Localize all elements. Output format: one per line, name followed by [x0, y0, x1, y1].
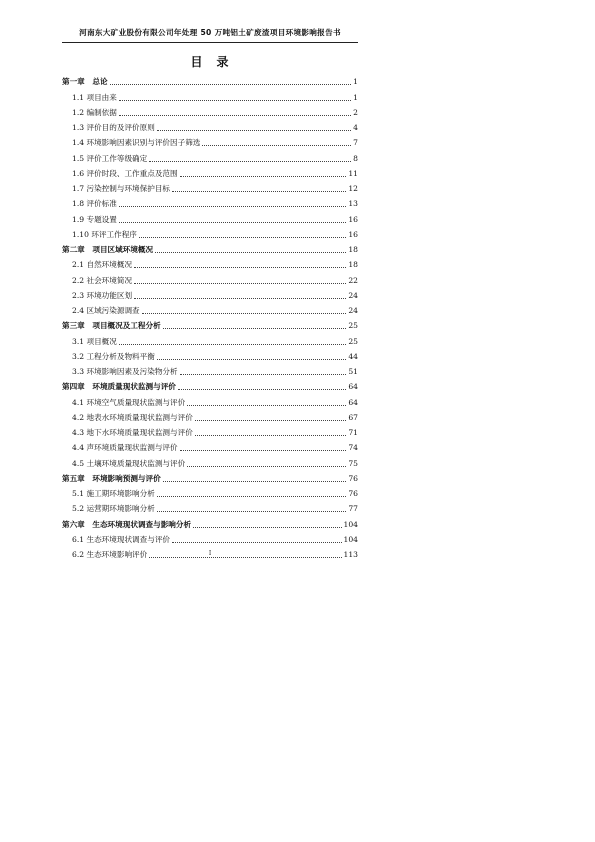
toc-dot-leader — [172, 191, 346, 192]
toc-entry-page-number: 16 — [348, 229, 358, 239]
toc-dot-leader — [195, 420, 347, 421]
toc-dot-leader — [119, 115, 351, 116]
toc-section-entry[interactable] — [62, 438, 358, 453]
toc-entry-page-number: 24 — [348, 290, 358, 300]
toc-entry-label: 3.3 环境影响因素及污染物分析 — [72, 367, 178, 376]
toc-entry-page-number: 18 — [348, 260, 358, 270]
toc-entry-page-number: 4 — [353, 123, 358, 132]
toc-section-entry[interactable] — [62, 118, 358, 133]
toc-entry-label: 2.1 自然环境概况 — [72, 260, 133, 270]
toc-chapter-entry[interactable] — [62, 377, 358, 392]
toc-entry-page-number: 76 — [348, 489, 358, 498]
toc-dot-leader — [119, 344, 346, 345]
toc-entry-page-number: 76 — [348, 473, 358, 483]
toc-dot-leader — [139, 237, 346, 238]
toc-entry-label: 5.1 施工期环境影响分析 — [72, 489, 155, 498]
toc-dot-leader — [134, 283, 346, 284]
toc-entry-label: 1.8 评价标准 — [72, 199, 117, 209]
toc-section-entry[interactable] — [62, 286, 358, 301]
toc-dot-leader — [178, 389, 346, 390]
toc-entry-page-number: 74 — [348, 443, 358, 453]
toc-entry-label: 3.2 工程分析及物料平衡 — [72, 351, 155, 361]
page-number: I — [208, 550, 212, 557]
toc-entry-page-number: 113 — [343, 550, 358, 559]
toc-entry-page-number: 44 — [348, 351, 358, 361]
toc-dot-leader — [142, 313, 347, 314]
toc-entry-label: 1.1 项目由来 — [72, 92, 117, 102]
toc-entry-label: 2.3 环境功能区划 — [72, 290, 133, 300]
toc-entry-page-number: 25 — [348, 321, 358, 331]
toc-dot-leader — [195, 435, 347, 436]
toc-chapter-entry[interactable] — [62, 316, 358, 331]
toc-dot-leader — [187, 466, 346, 467]
toc-dot-leader — [202, 145, 351, 146]
toc-chapter-entry[interactable] — [62, 72, 358, 87]
toc-dot-leader — [134, 298, 346, 299]
toc-dot-leader — [180, 176, 347, 177]
toc-section-entry[interactable] — [62, 362, 358, 377]
toc-entry-page-number: 11 — [348, 168, 358, 178]
toc-section-entry[interactable] — [62, 331, 358, 346]
toc-entry-label: 2.4 区域污染源调查 — [72, 306, 140, 315]
toc-dot-leader — [119, 206, 346, 207]
toc-entry-page-number: 1 — [353, 77, 358, 87]
toc-section-entry[interactable] — [62, 164, 358, 179]
toc-entry-page-number: 104 — [343, 519, 358, 529]
toc-entry-page-number: 51 — [348, 367, 358, 376]
toc-entry-page-number: 75 — [348, 458, 358, 468]
toc-dot-leader — [157, 511, 346, 512]
toc-entry-label: 6.2 生态环境影响评价 — [72, 550, 148, 559]
toc-section-entry[interactable] — [62, 209, 358, 224]
toc-chapter-entry[interactable] — [62, 240, 358, 255]
toc-section-entry[interactable] — [62, 255, 358, 270]
toc-section-entry[interactable] — [62, 347, 358, 362]
toc-entry-label: 4.2 地表水环境质量现状监测与评价 — [72, 412, 193, 422]
toc-dot-leader — [149, 557, 341, 558]
toc-chapter-entry[interactable] — [62, 469, 358, 484]
toc-entry-label: 4.4 声环境质量现状监测与评价 — [72, 443, 178, 453]
toc-section-entry[interactable] — [62, 408, 358, 423]
toc-section-entry[interactable] — [62, 270, 358, 285]
toc-section-entry[interactable] — [62, 423, 358, 438]
toc-dot-leader — [149, 161, 351, 162]
toc-entry-label: 1.5 评价工作等级确定 — [72, 153, 148, 163]
toc-entry-page-number: 2 — [353, 107, 358, 117]
toc-entry-page-number: 22 — [348, 275, 358, 285]
toc-entry-label: 1.4 环境影响因素识别与评价因子筛选 — [72, 138, 201, 148]
toc-entry-label: 6.1 生态环境现状调查与评价 — [72, 534, 171, 544]
toc-section-entry[interactable] — [62, 133, 358, 148]
toc-section-entry[interactable] — [62, 484, 358, 499]
toc-entry-page-number: 77 — [348, 504, 358, 514]
running-header: 河南东大矿业股份有限公司年处理 50 万吨铝土矿废渣项目环境影响报告书 — [79, 28, 341, 37]
toc-entry-label: 第四章 环境质量现状监测与评价 — [62, 382, 176, 392]
toc-section-entry[interactable] — [62, 87, 358, 102]
toc-dot-leader — [110, 84, 352, 85]
toc-section-entry[interactable] — [62, 499, 358, 514]
toc-section-entry[interactable] — [62, 301, 358, 316]
toc-dot-leader — [180, 374, 347, 375]
toc-section-entry[interactable] — [62, 103, 358, 118]
toc-dot-leader — [157, 130, 351, 131]
toc-entry-label: 4.5 土壤环境质量现状监测与评价 — [72, 458, 186, 468]
toc-section-entry[interactable] — [62, 148, 358, 163]
toc-entry-label: 3.1 项目概况 — [72, 336, 117, 346]
toc-entry-page-number: 16 — [348, 214, 358, 224]
toc-entry-label: 第六章 生态环境现状调查与影响分析 — [62, 519, 192, 529]
toc-dot-leader — [134, 267, 346, 268]
header-divider — [62, 42, 358, 43]
toc-entry-page-number: 64 — [348, 397, 358, 407]
toc-dot-leader — [119, 222, 346, 223]
toc-dot-leader — [180, 450, 347, 451]
toc-entry-label: 1.10 环评工作程序 — [72, 229, 137, 239]
toc-dot-leader — [172, 542, 341, 543]
toc-dot-leader — [119, 100, 351, 101]
toc-chapter-entry[interactable] — [62, 514, 358, 529]
toc-entry-page-number: 25 — [348, 336, 358, 346]
toc-dot-leader — [163, 328, 347, 329]
toc-section-entry[interactable] — [62, 179, 358, 194]
toc-entry-page-number: 7 — [353, 138, 358, 148]
toc-entry-label: 1.9 专题设置 — [72, 214, 117, 224]
toc-entry-page-number: 24 — [348, 306, 358, 315]
toc-entry-page-number: 12 — [348, 184, 358, 193]
toc-section-entry[interactable] — [62, 225, 358, 240]
toc-entry-label: 第一章 总论 — [62, 77, 108, 87]
toc-section-entry[interactable] — [62, 530, 358, 545]
toc-entry-label: 1.3 评价目的及评价原则 — [72, 123, 155, 132]
toc-entry-label: 第三章 项目概况及工程分析 — [62, 321, 161, 331]
toc-entry-page-number: 1 — [353, 92, 358, 102]
toc-entry-label: 2.2 社会环境简况 — [72, 275, 133, 285]
table-of-contents — [62, 72, 358, 560]
toc-dot-leader — [193, 527, 341, 528]
toc-section-entry[interactable] — [62, 194, 358, 209]
toc-section-entry[interactable] — [62, 392, 358, 407]
toc-entry-label: 第二章 项目区域环境概况 — [62, 245, 154, 254]
toc-entry-label: 1.2 编制依据 — [72, 107, 117, 117]
toc-entry-page-number: 104 — [343, 534, 358, 544]
toc-entry-label: 4.1 环境空气质量现状监测与评价 — [72, 397, 186, 407]
toc-entry-page-number: 13 — [348, 199, 358, 209]
toc-entry-page-number: 71 — [348, 428, 358, 437]
toc-section-entry[interactable] — [62, 453, 358, 468]
toc-title: 目 录 — [190, 55, 230, 69]
toc-dot-leader — [155, 252, 346, 253]
toc-entry-page-number: 18 — [348, 245, 358, 254]
toc-entry-label: 1.6 评价时段、工作重点及范围 — [72, 168, 178, 178]
toc-dot-leader — [163, 481, 347, 482]
toc-entry-label: 1.7 污染控制与环境保护目标 — [72, 184, 171, 193]
toc-entry-page-number: 64 — [348, 382, 358, 392]
toc-dot-leader — [187, 405, 346, 406]
toc-entry-label: 4.3 地下水环境质量现状监测与评价 — [72, 428, 193, 437]
toc-dot-leader — [157, 359, 346, 360]
toc-entry-label: 5.2 运营期环境影响分析 — [72, 504, 155, 514]
toc-entry-label: 第五章 环境影响预测与评价 — [62, 473, 161, 483]
toc-entry-page-number: 8 — [353, 153, 358, 163]
toc-entry-page-number: 67 — [348, 412, 358, 422]
toc-dot-leader — [157, 496, 346, 497]
